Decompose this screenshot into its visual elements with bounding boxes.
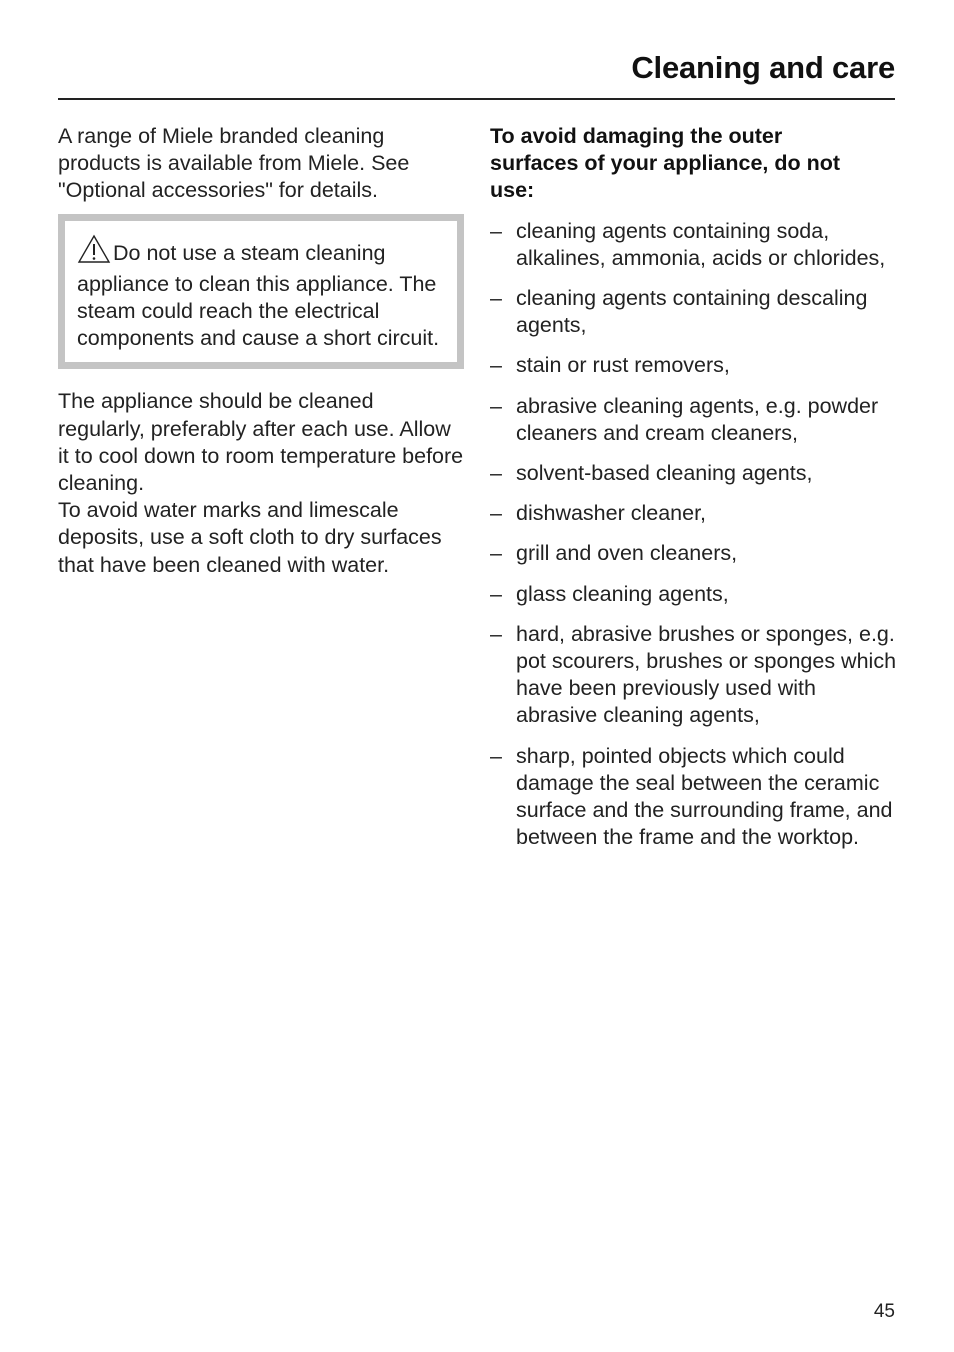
list-item-text: hard, abrasive brushes or sponges, e.g. pot scourers, brushes or sponges which have been previously used with abrasive cleaning agents,	[516, 621, 897, 728]
list-item	[490, 581, 900, 608]
dash-bullet: –	[490, 393, 502, 418]
page-title: Cleaning and care	[631, 50, 895, 85]
list-item	[490, 540, 900, 567]
list-item-text: sharp, pointed objects which could damage the seal between the ceramic surface and the surrounding frame, and between the frame and the worktop.	[516, 743, 893, 850]
dash-bullet: –	[490, 218, 502, 243]
right-column	[490, 123, 900, 864]
dash-bullet: –	[490, 461, 502, 486]
page-number: 45	[873, 1301, 895, 1322]
list-item	[490, 500, 900, 527]
list-item	[490, 352, 900, 379]
list-item-text: cleaning agents containing soda, alkalines, ammonia, acids or chlorides,	[516, 218, 886, 270]
list-item	[490, 393, 900, 447]
dash-bullet: –	[490, 581, 502, 606]
warning-triangle-icon	[77, 234, 111, 271]
list-item-text: cleaning agents containing descaling agents,	[516, 286, 868, 338]
title-divider	[58, 98, 895, 100]
dash-bullet: –	[490, 286, 502, 311]
intro-paragraph: A range of Miele branded cleaning products is available from Miele. See "Optional accessories" for details.	[58, 124, 410, 203]
dash-bullet: –	[490, 501, 502, 526]
list-item	[490, 743, 900, 852]
warning-box	[58, 214, 464, 370]
avoid-list	[490, 218, 900, 852]
dash-bullet: –	[490, 353, 502, 378]
list-item	[490, 218, 900, 272]
warning-text: Do not use a steam cleaning appliance to clean this appliance. The steam could reach the electrical components and cause a short circuit.	[77, 240, 440, 351]
list-item	[490, 285, 900, 339]
list-item-text: dishwasher cleaner,	[516, 501, 707, 526]
list-item-text: stain or rust removers,	[516, 353, 730, 378]
dash-bullet: –	[490, 541, 502, 566]
list-item	[490, 460, 900, 487]
dash-bullet: –	[490, 621, 502, 646]
list-item-text: abrasive cleaning agents, e.g. powder cleaners and cream cleaners,	[516, 393, 879, 445]
list-item	[490, 621, 900, 730]
limescale-paragraph: To avoid water marks and limescale deposits, use a soft cloth to dry surfaces that have been cleaned with water.	[58, 498, 442, 577]
list-item-text: solvent-based cleaning agents,	[516, 461, 813, 486]
left-column	[58, 123, 464, 579]
list-item-text: glass cleaning agents,	[516, 581, 729, 606]
dash-bullet: –	[490, 743, 502, 768]
list-item-text: grill and oven cleaners,	[516, 541, 738, 566]
avoid-heading: To avoid damaging the outer surfaces of your appliance, do not use:	[490, 124, 841, 203]
cleaning-paragraph: The appliance should be cleaned regularly, preferably after each use. Allow it to cool down to room temperature before cleaning.	[58, 389, 464, 496]
